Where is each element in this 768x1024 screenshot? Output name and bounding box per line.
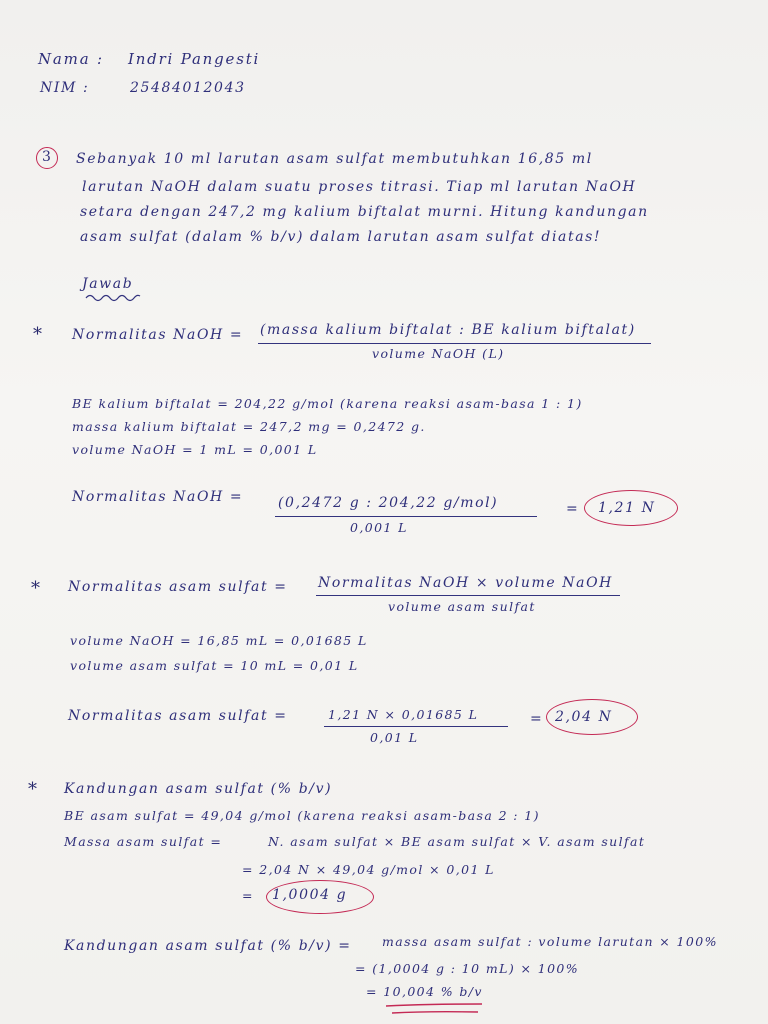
massa-formula: N. asam sulfat × BE asam sulfat × V. asam sulfat <box>268 834 646 849</box>
given-line: volume asam sulfat = 10 mL = 0,01 L <box>70 658 359 673</box>
question-line: asam sulfat (dalam % b/v) dalam larutan asam sulfat diatas! <box>80 229 602 245</box>
be-asam-line: BE asam sulfat = 49,04 g/mol (karena reaksi asam-basa 2 : 1) <box>64 808 540 823</box>
bullet-star: * <box>31 578 40 599</box>
given-line: BE kalium biftalat = 204,22 g/mol (karena reaksi asam-basa 1 : 1) <box>72 396 583 411</box>
massa-label: Massa asam sulfat = <box>64 834 223 849</box>
kandungan-result: = 10,004 % b/v <box>366 984 483 999</box>
question-number: 3 <box>42 149 53 165</box>
normalitas-asam-label: Normalitas asam sulfat = <box>68 579 288 595</box>
formula-denominator: volume NaOH (L) <box>372 346 505 361</box>
question-line: larutan NaOH dalam suatu proses titrasi. Tiap ml larutan NaOH <box>82 179 637 195</box>
nim-label: NIM : <box>40 80 90 96</box>
calc-denominator: 0,01 L <box>370 730 419 745</box>
question-line: setara dengan 247,2 mg kalium biftalat murni. Hitung kandungan <box>80 204 649 220</box>
calc-numerator: (0,2472 g : 204,22 g/mol) <box>278 495 499 511</box>
nama-label: Nama : <box>38 50 104 68</box>
bullet-star: * <box>33 324 42 345</box>
nama-value: Indri Pangesti <box>128 50 261 68</box>
kandungan-label: Kandungan asam sulfat (% b/v) = <box>64 938 352 954</box>
normalitas-naoh-label: Normalitas NaOH = <box>72 327 244 343</box>
massa-result: 1,0004 g <box>272 887 348 903</box>
calc-numerator: 1,21 N × 0,01685 L <box>328 707 479 722</box>
kandungan-calc: = (1,0004 g : 10 mL) × 100% <box>355 961 580 976</box>
formula-denominator: volume asam sulfat <box>388 599 536 614</box>
result-value: 2,04 N <box>555 709 613 725</box>
formula-numerator: Normalitas NaOH × volume NaOH <box>318 575 613 591</box>
calc-label: Normalitas NaOH = <box>72 489 244 505</box>
kandungan-title: Kandungan asam sulfat (% b/v) <box>64 781 333 797</box>
massa-calc: = 2,04 N × 49,04 g/mol × 0,01 L <box>242 862 495 877</box>
calc-denominator: 0,001 L <box>350 520 408 535</box>
bullet-star: * <box>28 779 37 800</box>
result-value: 1,21 N <box>598 500 656 516</box>
nim-value: 25484012043 <box>130 80 246 96</box>
given-line: volume NaOH = 1 mL = 0,001 L <box>72 442 318 457</box>
kandungan-formula: massa asam sulfat : volume larutan × 100% <box>382 934 718 949</box>
massa-result-equals: = <box>242 888 254 903</box>
calc-label: Normalitas asam sulfat = <box>68 708 288 724</box>
calc-equals: = <box>566 501 580 517</box>
given-line: volume NaOH = 16,85 mL = 0,01685 L <box>70 633 368 648</box>
calc-equals: = <box>530 711 544 727</box>
formula-numerator: (massa kalium biftalat : BE kalium biftalat) <box>260 322 636 338</box>
given-line: massa kalium biftalat = 247,2 mg = 0,2472 g. <box>72 419 426 434</box>
answer-heading: Jawab <box>82 276 134 292</box>
question-line: Sebanyak 10 ml larutan asam sulfat membutuhkan 16,85 ml <box>76 151 593 167</box>
